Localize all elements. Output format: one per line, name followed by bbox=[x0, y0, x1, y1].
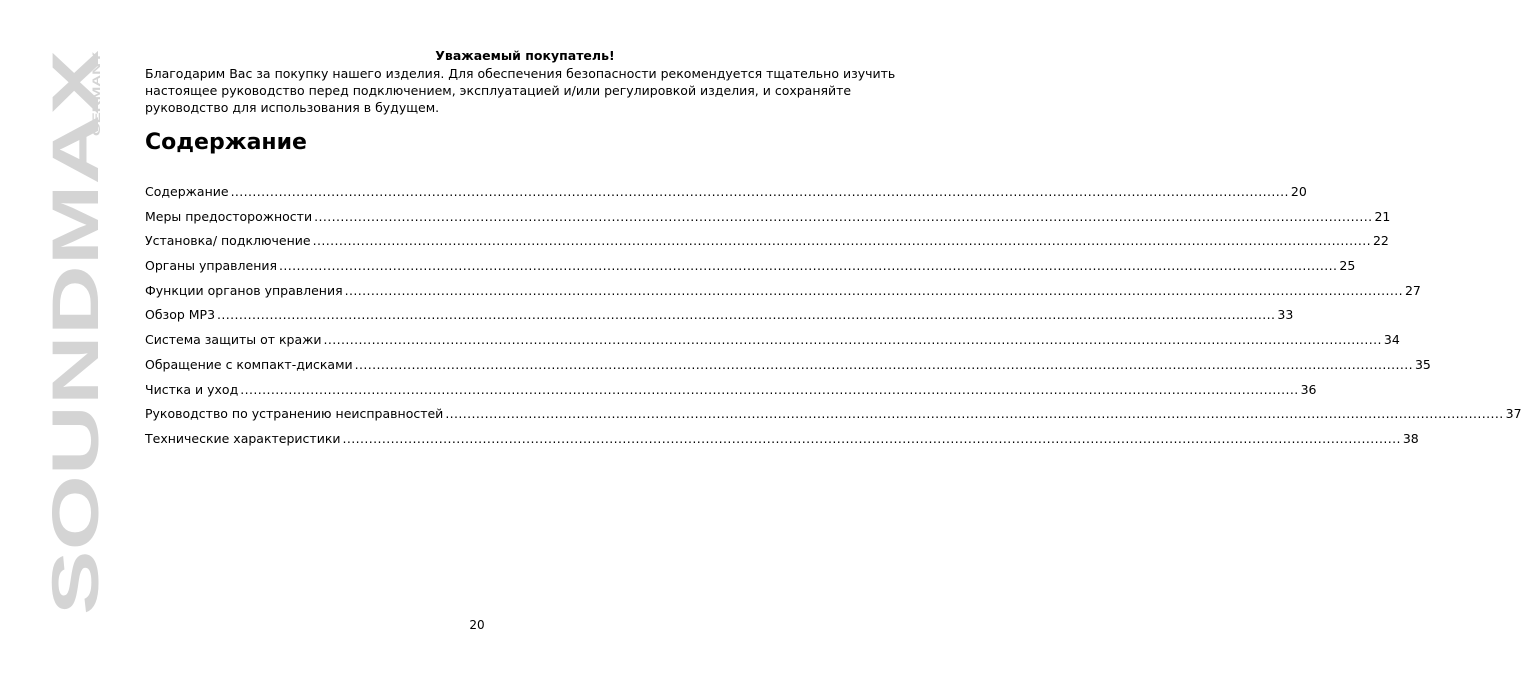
toc-entry-page: 34 bbox=[1383, 332, 1400, 348]
toc-entry-page: 36 bbox=[1300, 381, 1317, 397]
toc-entry-page: 20 bbox=[1290, 184, 1307, 199]
toc-leader-dots bbox=[355, 353, 1413, 378]
page-number: 20 bbox=[469, 618, 485, 632]
toc-entry-page: 37 bbox=[1505, 406, 1522, 422]
toc-entry-title: Технические характеристики bbox=[145, 430, 341, 446]
toc-entry-title: Обзор MP3 bbox=[145, 307, 216, 323]
toc-heading: Содержание bbox=[145, 130, 307, 155]
intro-text: Благодарим Вас за покупку нашего изделия. Для обеспечения безопасности рекомендуется тщательно изучить настоящее руководство перед подключением, эксплуатацией и/или регулировкой изделия, и сохраняйте руководство для использования в будущем. bbox=[145, 66, 896, 115]
toc-entry[interactable] bbox=[145, 229, 1389, 254]
toc-entry-page: 38 bbox=[1402, 430, 1419, 446]
toc-entry-page: 33 bbox=[1277, 307, 1294, 323]
toc-entry-title: Содержание bbox=[145, 184, 229, 199]
logo-subtitle: GERMANY bbox=[91, 79, 103, 136]
greeting-title: Уважаемый покупатель! bbox=[435, 48, 615, 63]
toc-entry[interactable] bbox=[145, 180, 1307, 205]
toc-leader-dots bbox=[445, 402, 1503, 427]
toc-entry[interactable] bbox=[145, 402, 1522, 427]
toc-leader-dots bbox=[313, 229, 1371, 254]
soundmax-logo bbox=[38, 50, 112, 615]
toc-entry-page: 22 bbox=[1372, 233, 1389, 249]
toc-leader-dots bbox=[217, 303, 1275, 328]
toc-leader-dots bbox=[240, 378, 1298, 403]
toc-entry-title: Обращение с компакт-дисками bbox=[145, 356, 353, 372]
toc-leader-dots bbox=[343, 427, 1401, 452]
toc-entry-title: Меры предосторожности bbox=[145, 208, 313, 224]
toc-entry-title: Установка/ подключение bbox=[145, 233, 311, 249]
toc-entry[interactable] bbox=[145, 378, 1317, 403]
toc-leader-dots bbox=[345, 279, 1403, 304]
toc-leader-dots bbox=[279, 254, 1337, 279]
toc-leader-dots bbox=[231, 180, 1289, 205]
toc-entry[interactable] bbox=[145, 427, 1419, 452]
logo-brand: SOUNDMAX bbox=[38, 229, 112, 615]
toc-entry[interactable] bbox=[145, 353, 1431, 378]
toc-entry[interactable] bbox=[145, 254, 1356, 279]
toc-entry-title: Руководство по устранению неисправностей bbox=[145, 406, 444, 422]
toc-entry-page: 27 bbox=[1404, 282, 1421, 298]
toc-entry-title: Чистка и уход bbox=[145, 381, 239, 397]
toc-entry-title: Органы управления bbox=[145, 258, 278, 274]
table-of-contents bbox=[145, 180, 1522, 452]
toc-entry-page: 21 bbox=[1374, 208, 1391, 224]
toc-entry-page: 25 bbox=[1339, 258, 1356, 274]
toc-entry-title: Функции органов управления bbox=[145, 282, 343, 298]
toc-entry[interactable] bbox=[145, 303, 1294, 328]
toc-leader-dots bbox=[314, 205, 1372, 230]
toc-entry-title: Система защиты от кражи bbox=[145, 332, 322, 348]
toc-leader-dots bbox=[324, 328, 1382, 353]
toc-entry[interactable] bbox=[145, 279, 1421, 304]
toc-entry[interactable] bbox=[145, 328, 1400, 353]
toc-entry[interactable] bbox=[145, 205, 1391, 230]
toc-entry-page: 35 bbox=[1414, 356, 1431, 372]
